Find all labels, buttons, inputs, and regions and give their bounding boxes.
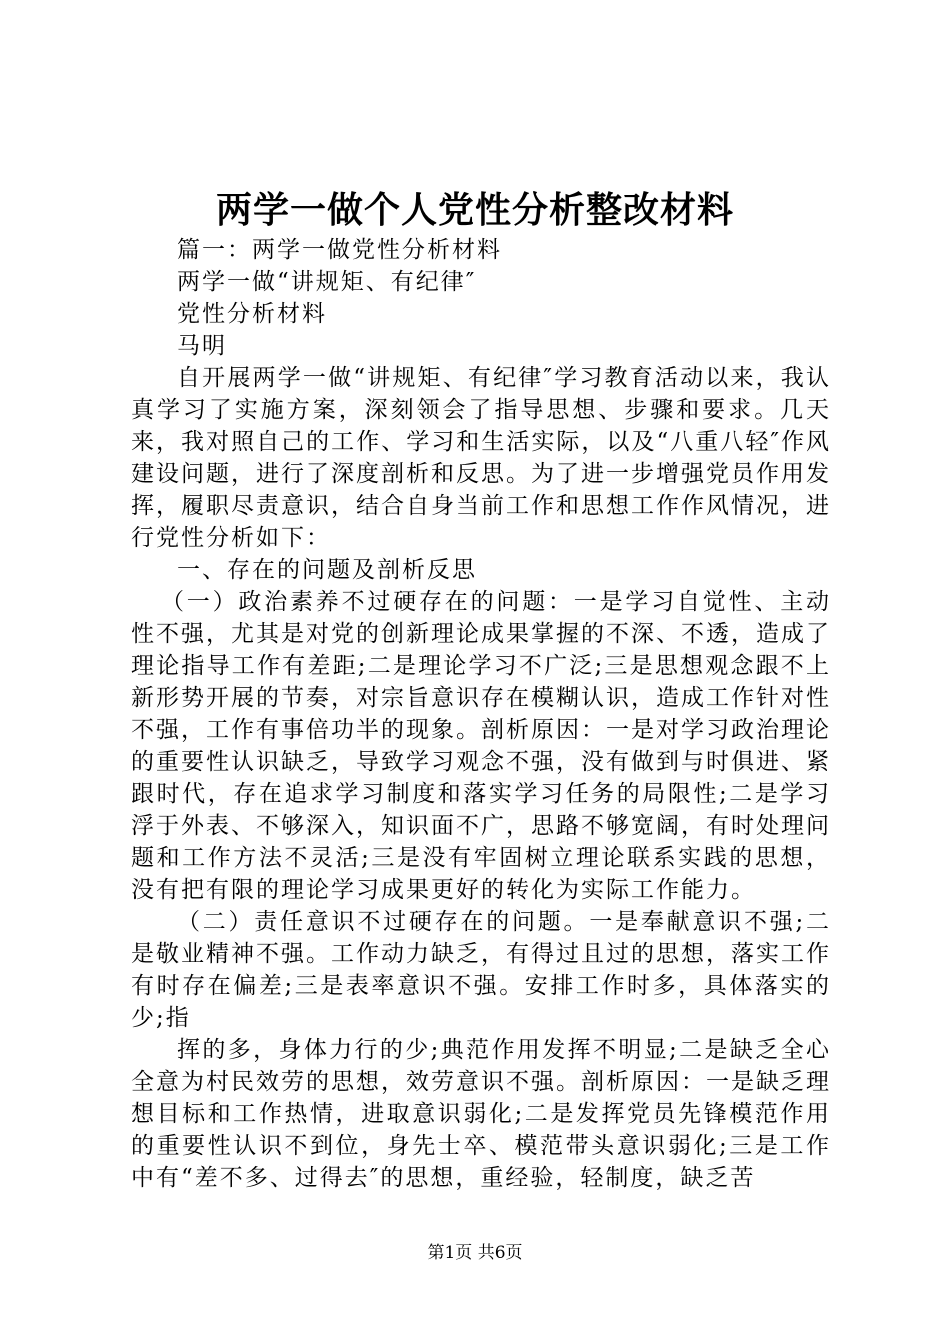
document-title: 两学一做个人党性分析整改材料 xyxy=(215,189,734,231)
body-paragraph: （二）责任意识不过硬存在的问题。一是奉献意识不强;二是敬业精神不强。工作动力缺乏，有得过且过的思想，落实工作有时存在偏差;三是表率意识不强。安排工作时多，具体落实的少;指 xyxy=(131,909,831,1031)
body-paragraph: 挥的多，身体力行的少;典范作用发挥不明显;二是缺乏全心全意为村民效劳的思想，效劳意识不强。剖析原因：一是缺乏理想目标和工作热情，进取意识弱化;二是发挥党员先锋模范作用的重要性认识不到位，身先士卒、模范带头意识弱化;三是工作中有“差不多、过得去″的思想，重经验，轻制度，缺乏苦 xyxy=(131,1037,831,1191)
document-body xyxy=(131,234,831,1194)
subheading: 党性分析材料 xyxy=(177,301,327,327)
subheading: 两学一做“讲规矩、有纪律″ xyxy=(177,269,477,295)
body-paragraph: 自开展两学一做“讲规矩、有纪律″学习教育活动以来，我认真学习了实施方案，深刻领会了指导思想、步骤和要求。几天来，我对照自己的工作、学习和生活实际，以及“八重八轻″作风建设问题，进行了深度剖析和反思。为了进一步增强党员作用发挥，履职尽责意识，结合自身当前工作和思想工作作风情况，进行党性分析如下： xyxy=(131,365,831,551)
author-name: 马明 xyxy=(177,333,227,359)
section-heading: 篇一：两学一做党性分析材料 xyxy=(177,237,502,263)
page-number: 第1页 共6页 xyxy=(427,1243,523,1263)
section-heading: 一、存在的问题及剖析反思 xyxy=(177,557,477,583)
body-paragraph: （一）政治素养不过硬存在的问题：一是学习自觉性、主动性不强，尤其是对党的创新理论成果掌握的不深、不透，造成了理论指导工作有差距;二是理论学习不广泛;三是思想观念跟不上新形势开展的节奏，对宗旨意识存在模糊认识，造成工作针对性不强，工作有事倍功半的现象。剖析原因：一是对学习政治理论的重要性认识缺乏，导致学习观念不强，没有做到与时俱进、紧跟时代，存在追求学习制度和落实学习任务的局限性;二是学习浮于外表、不够深入，知识面不广，思路不够宽阔，有时处理问题和工作方法不灵活;三是没有牢固树立理论联系实践的思想，没有把有限的理论学习成果更好的转化为实际工作能力。 xyxy=(131,589,831,903)
